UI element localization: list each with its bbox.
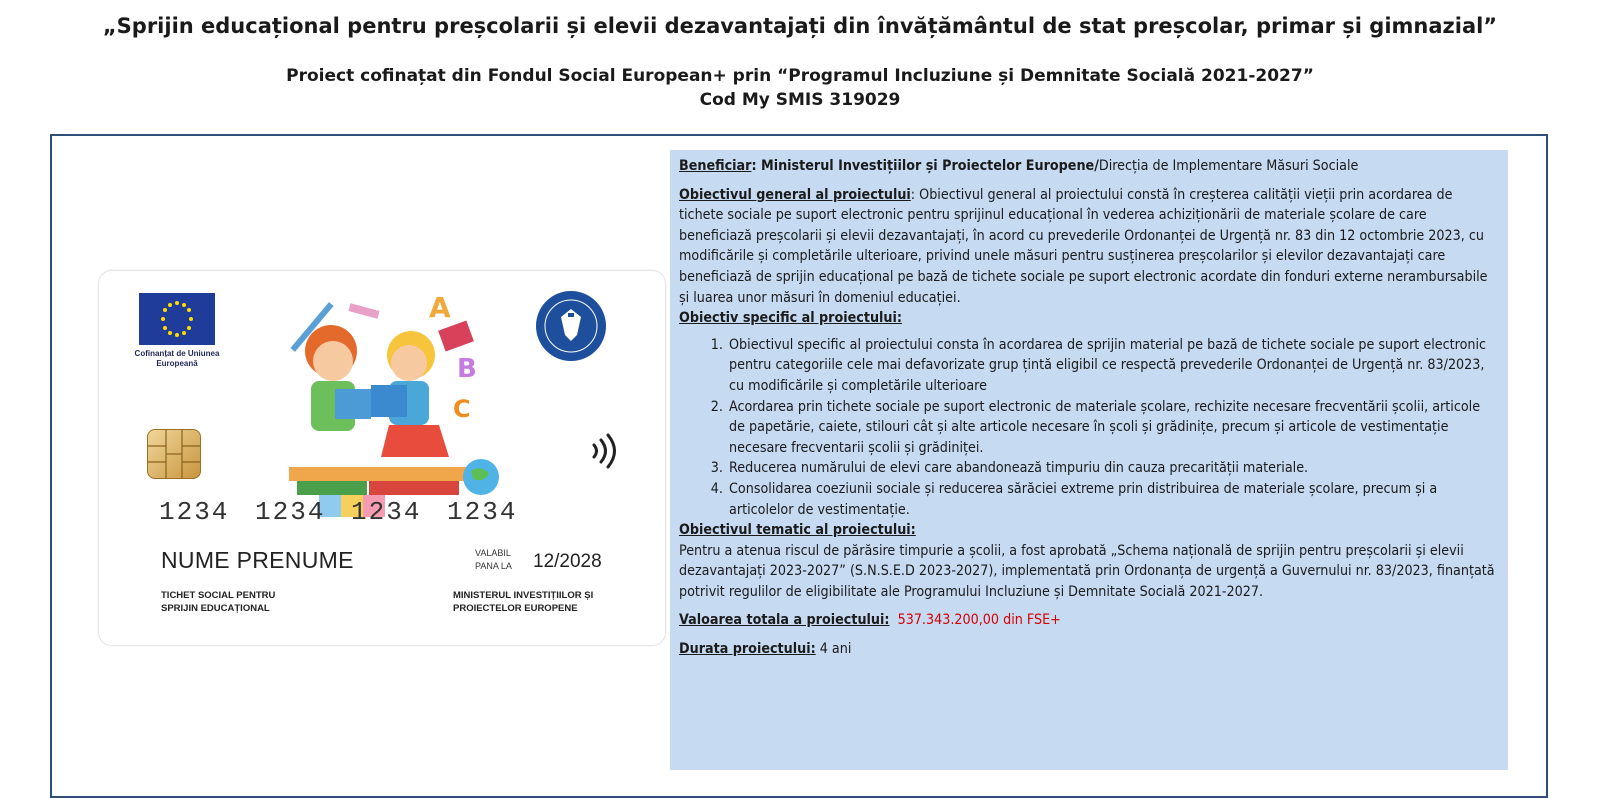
beneficiar-label: Beneficiar	[679, 158, 752, 174]
list-item: 3. Reducerea numărului de elevi care abandonează timpuriu din cauza precarității materiale.	[727, 458, 1499, 479]
list-item: 4. Consolidarea coeziunii sociale și reducerea sărăciei extreme prin distribuirea de materiale școlare, precum și a articolelor de vestimentație.	[727, 479, 1499, 520]
card-type-label	[161, 589, 275, 615]
valoare-paragraph	[679, 610, 1499, 631]
card-ministry-label	[453, 589, 593, 615]
obj-general-text: Obiectivul general al proiectului constă în creșterea calității vieții prin acordarea de tichete sociale pe suport electronic pentru sprijinul educațional în vederea achiziționării de materiale școlare de care beneficiază preșcolarii și elevii dezavantajați, în acord cu prevederile Ordonanței de Urgență nr. 83 din 12 octombrie 2023, cu modificările și completările ulterioare, privind unele măsuri pentru susținerea preșcolarilor și elevilor dezavantajați care beneficiază de sprijin educațional pe bază de tichete sociale pe suport electronic acordate din fonduri externe nerambursabile și luarea unor măsuri în domeniul educației.	[679, 186, 1488, 306]
durata-value: 4 ani	[819, 641, 852, 658]
page-title: „Sprijin educațional pentru preșcolarii și elevii dezavantajați din învățământul de stat preșcolar, primar și gimnazial”	[102, 14, 1498, 38]
svg-text:B: B	[457, 354, 477, 384]
obj-tematic-heading	[679, 520, 1499, 541]
beneficiar-paragraph: Beneficiar: Ministerul Investițiilor și Proiectelor Europene/Direcția de Implementare Măsuri Sociale	[679, 158, 1359, 174]
contactless-icon	[589, 431, 623, 471]
specific-objectives-list	[679, 335, 1499, 520]
obj-general-label: Obiectivul general al proiectului	[679, 186, 911, 203]
card-type-line1: TICHET SOCIAL PENTRU	[161, 590, 276, 601]
beneficiar-name: Ministerul Investițiilor și Proiectelor Europene/	[761, 158, 1099, 174]
obj-tematic-label: Obiectivul tematic al proiectului:	[679, 522, 916, 539]
valoare-label: Valoarea totala a proiectului:	[679, 612, 890, 629]
valid-until-label	[475, 547, 512, 573]
project-info-panel	[670, 150, 1508, 770]
children-reading-illustration	[249, 277, 519, 525]
valid-label-line2: PANA LA	[475, 561, 512, 571]
durata-paragraph	[679, 639, 1499, 660]
card-type-line2: SPRIJIN EDUCAȚIONAL	[161, 603, 270, 614]
page-subtitle: Proiect cofinațat din Fondul Social European+ prin “Programul Incluziune și Demnitate Socială 2021-2027”	[286, 66, 1314, 86]
valoare-value: 537.343.200,00 din FSE+	[897, 612, 1061, 629]
card-number: 1234 1234 1234 1234	[159, 497, 518, 527]
eu-cofinance-text: Cofinanțat de Uniunea Europeană	[134, 349, 220, 368]
list-item: 2. Acordarea prin tichete sociale pe suport electronic de materiale școlare, rechizite necesare frecventării școlii, articole de papetărie, caiete, stilouri cât și alte articole necesare în școli și grădinițe, precum și articole de vestimentație necesare frecventarii școlii și grădiniței.	[727, 397, 1499, 459]
card-holder-name: NUME PRENUME	[161, 547, 354, 573]
list-item: 1. Obiectivul specific al proiectului consta în acordarea de sprijin material pe bază de tichete sociale pe suport electronic pentru categoriile cele mai defavorizate grup țintă eligibil ce respectă prevederile Ordonanței de Urgență nr. 83/2023, cu modificările și completările ulterioare	[727, 335, 1499, 397]
chip-icon	[147, 429, 201, 479]
svg-text:A: A	[429, 291, 451, 324]
social-ticket-card	[98, 270, 666, 646]
obj-tematic-text: Pentru a atenua riscul de părăsire timpurie a școlii, a fost aprobată „Schema națională de sprijin pentru preșcolarii și elevii dezavantajați 2023-2027” (S.N.S.E.D 2023-2027), implementată prin Ordonanța de urgență a Guvernului nr. 83/2023, finanțată potrivit regulilor de eligibilitate ale Programului Incluziune și Demnitate Socială 2021-2027.	[679, 542, 1495, 600]
government-emblem-icon	[534, 289, 608, 363]
valid-label-line1: VALABIL	[475, 548, 511, 558]
card-ministry-line2: PROIECTELOR EUROPENE	[453, 603, 578, 614]
beneficiar-dept: Direcția de Implementare Măsuri Sociale	[1098, 158, 1359, 174]
smis-code: Cod My SMIS 319029	[699, 90, 901, 110]
card-ministry-line1: MINISTERUL INVESTIȚIILOR ȘI	[453, 590, 594, 601]
obj-general-paragraph: Obiectivul general al proiectului: Obiectivul general al proiectului constă în creșterea calității vieții prin acordarea de tichete sociale pe suport electronic pentru sprijinul educațional în vederea achiziționării de materiale școlare de care beneficiază preșcolarii și elevii dezavantajați, în acord cu prevederile Ordonanței de Urgență nr. 83 din 12 octombrie 2023, cu modificările și completările ulterioare, privind unele măsuri pentru susținerea preșcolarilor și elevilor dezavantajați care beneficiază de sprijin educațional pe bază de tichete sociale pe suport electronic acordate din fonduri externe nerambursabile și luarea unor măsuri în domeniul educației.	[679, 186, 1488, 306]
durata-label: Durata proiectului:	[679, 641, 816, 658]
valid-until-value: 12/2028	[533, 551, 602, 572]
obj-specific-label: Obiectiv specific al proiectului:	[679, 310, 902, 327]
svg-text:C: C	[453, 395, 471, 423]
eu-flag-icon	[139, 293, 215, 345]
obj-specific-heading	[679, 308, 1499, 329]
